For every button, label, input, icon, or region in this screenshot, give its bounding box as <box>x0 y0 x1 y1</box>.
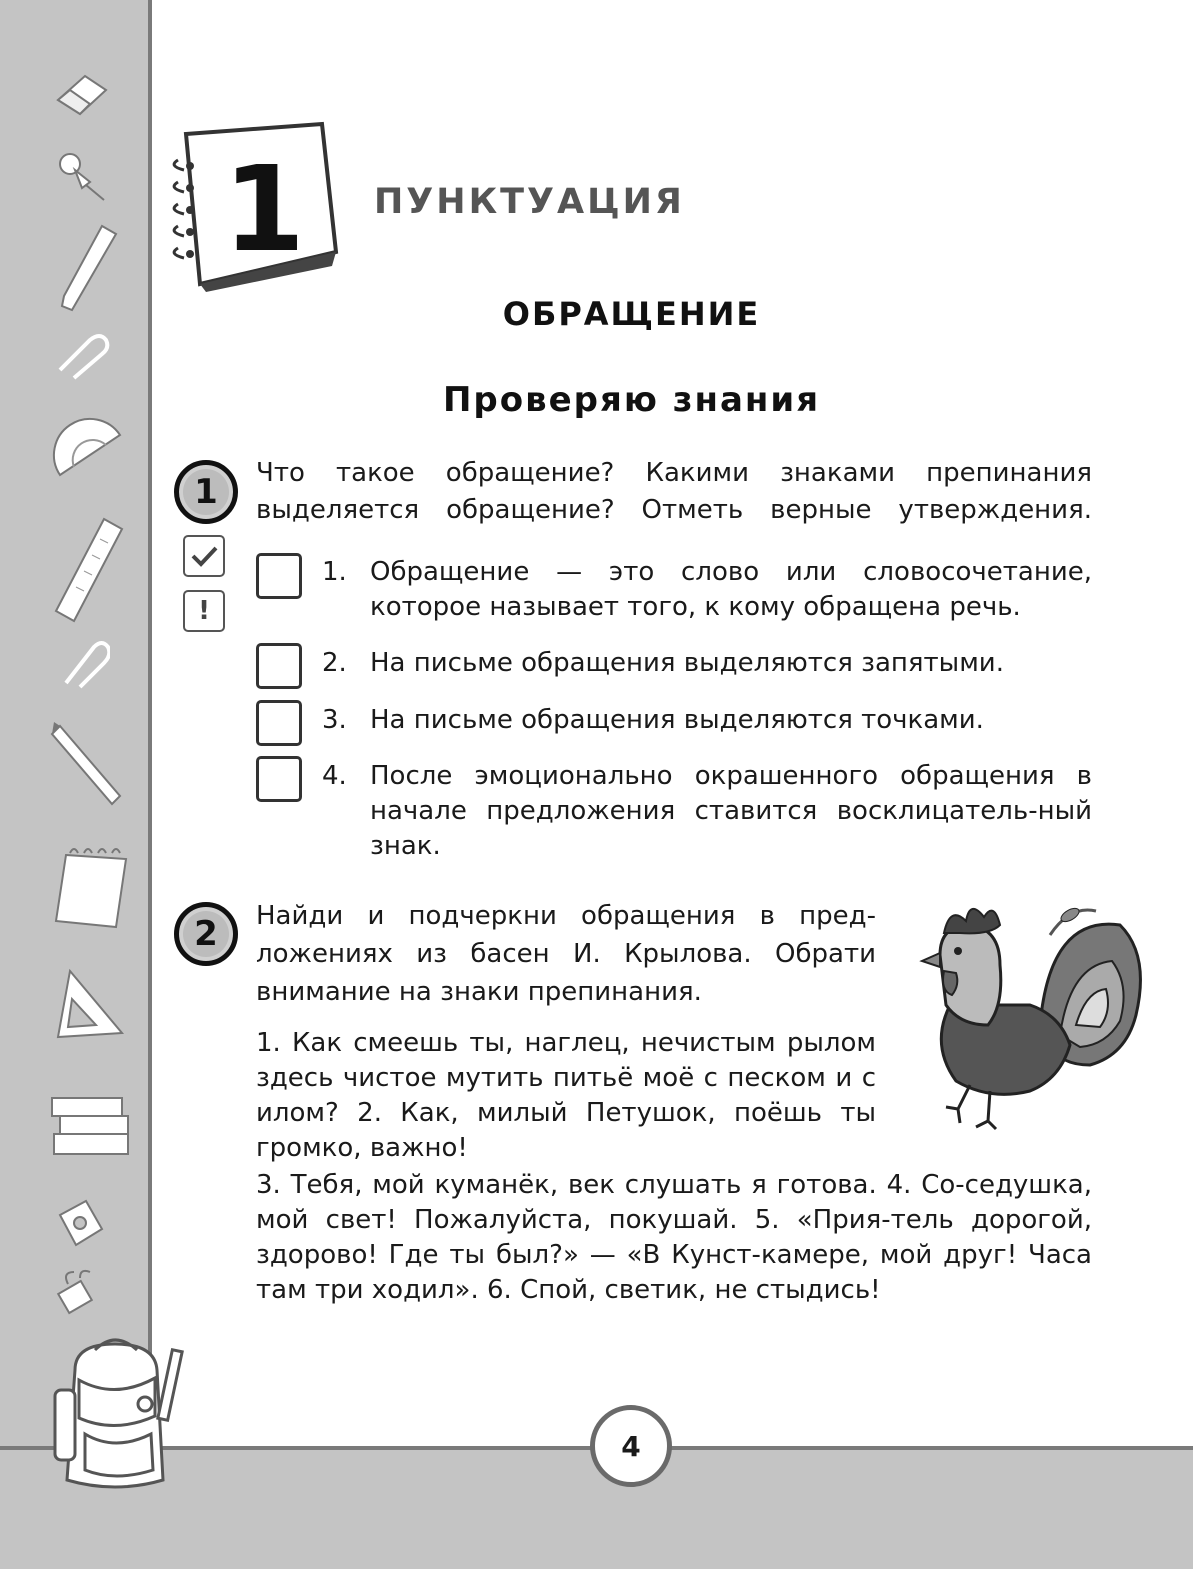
option-4-text: После эмоционально окрашенного обращения в начале предложения ставится восклицатель-ный знак. <box>370 761 1092 861</box>
option-1-number: 1. <box>322 557 347 587</box>
task-1-question-line-2: выделяется обращение? Отметь верные утверждения. <box>256 495 1092 525</box>
option-3-number: 3. <box>322 705 347 735</box>
subtitle-heading: Проверяю знания <box>442 380 821 420</box>
pencil-icon <box>50 720 130 810</box>
topic-heading: ОБРАЩЕНИЕ <box>502 295 761 333</box>
task-number-2: 2 <box>174 902 238 966</box>
binder-clip-icon <box>50 1268 100 1318</box>
task-1-question-line-1: Что такое обращение? Какими знаками препинания <box>256 458 1092 488</box>
rooster-illustration <box>900 895 1150 1135</box>
option-2-number: 2. <box>322 648 347 678</box>
exclamation-icon: ! <box>183 590 225 632</box>
task-number-1: 1 <box>174 460 238 524</box>
option-3-checkbox[interactable] <box>256 700 302 746</box>
protractor-icon <box>50 415 135 495</box>
chapter-number: 1 <box>222 140 306 278</box>
triangle-ruler-icon <box>50 965 130 1045</box>
option-3-text: На письме обращения выделяются точками. <box>370 705 984 735</box>
eraser-icon <box>50 70 110 120</box>
paperclip-icon <box>50 635 110 690</box>
option-4-number: 4. <box>322 761 347 791</box>
pushpin-icon <box>50 150 110 205</box>
option-4-checkbox[interactable] <box>256 756 302 802</box>
backpack-icon <box>45 1330 195 1500</box>
books-icon <box>50 1090 135 1160</box>
task-2-instruction: Найди и подчеркни обращения в пред-ложениях из басен И. Крылова. Обрати внимание на знаки препинания. <box>256 901 876 1007</box>
option-2-text: На письме обращения выделяются запятыми. <box>370 648 1004 678</box>
task-2-text-part-1: 1. Как смеешь ты, наглец, нечистым рылом здесь чистое мутить питьё моё с песком и с илом? 2. Как, милый Петушок, поёшь ты громко, важно! <box>256 1028 876 1163</box>
page-number: 4 <box>590 1405 672 1487</box>
check-icon <box>183 535 225 577</box>
ruler-icon <box>50 515 130 625</box>
sharpener-icon <box>50 1195 110 1255</box>
notepad-icon <box>50 845 130 930</box>
task-1-question <box>256 455 1092 529</box>
task-2-text-part-2: 3. Тебя, мой куманёк, век слушать я готова. 4. Со-седушка, мой свет! Пожалуйста, покушай. 5. «Прия-тель дорогой, здорово! Где ты был?» — «В Кунст-камере, мой друг! Часа там три ходил». 6. Спой, светик, не стыдись! <box>256 1170 1092 1305</box>
option-2-checkbox[interactable] <box>256 643 302 689</box>
option-1-checkbox[interactable] <box>256 553 302 599</box>
chapter-number-badge <box>172 120 342 295</box>
chapter-title: ПУНКТУАЦИЯ <box>374 182 685 222</box>
paperclip-icon <box>50 330 110 380</box>
option-1-text: Обращение — это слово или словосочетание, которое называет того, к кому обращена речь. <box>370 557 1092 622</box>
